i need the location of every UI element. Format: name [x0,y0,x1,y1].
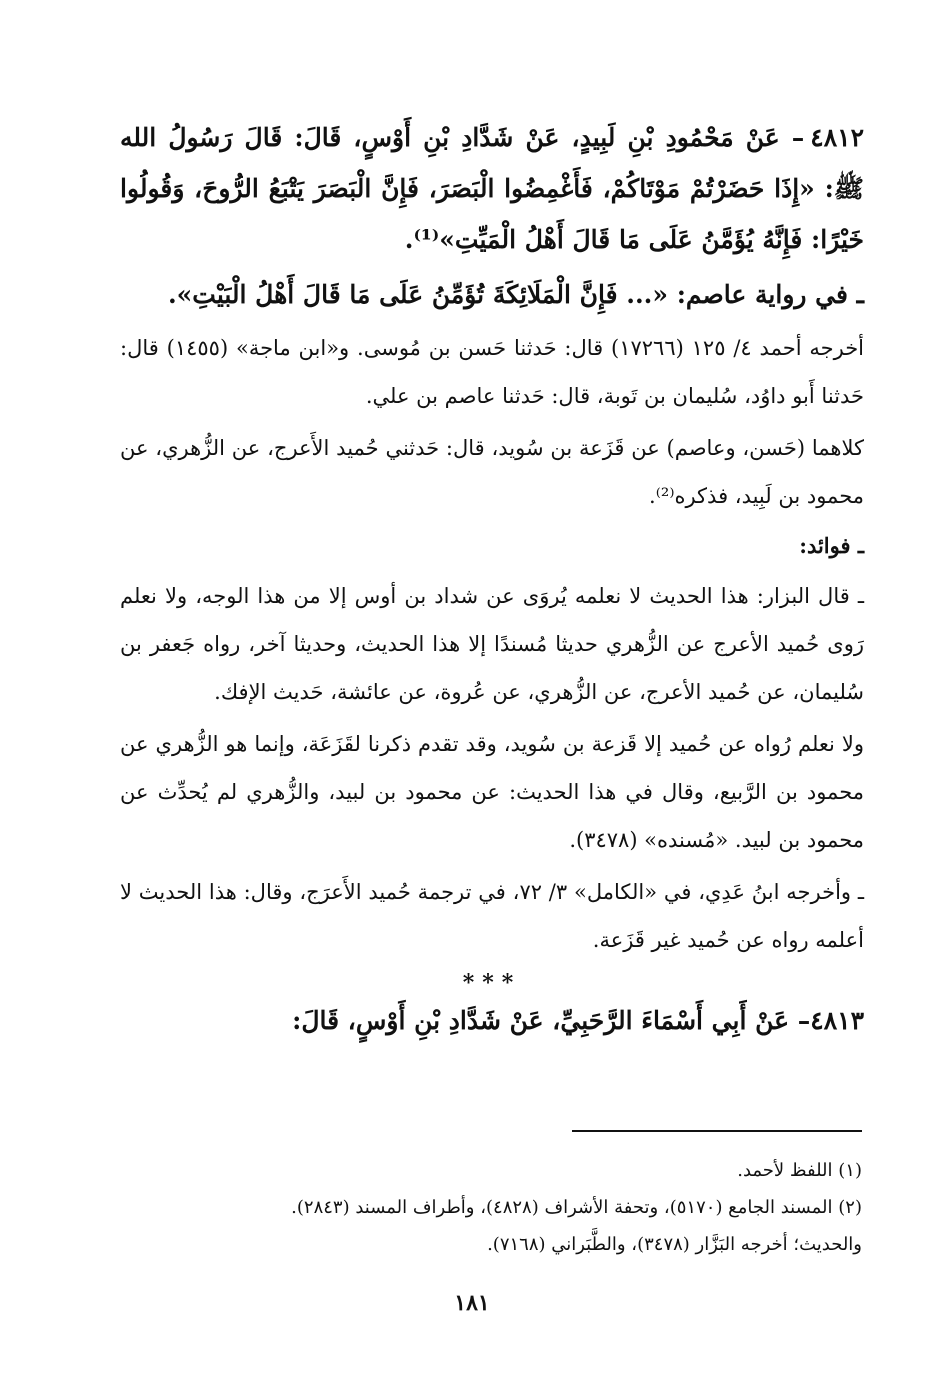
chain-paragraph: كلاهما (حَسن، وعاصم) عن قَزَعة بن سُويد، قال: حَدثني حُميد الأَعرج، عن الزُّهري، عن محمود بن لَبِيد، فذكره⁽²⁾. [120,436,864,508]
hadith-text: – عَنْ مَحْمُودِ بْنِ لَبِيدٍ، عَنْ شَدَّادِ بْنِ أَوْسٍ، قَالَ: قَالَ رَسُولُ الله ﷺ: «إِذَا حَضَرْتُمْ مَوْتَاكُمْ، فَأَغْمِضُوا الْبَصَرَ، فَإِنَّ الْبَصَرَ يَتْبَعُ الرُّوحَ، وَقُولُوا خَيْرًا: فَإِنَّهُ يُؤَمَّنُ عَلَى مَا قَالَ أَهْلُ الْمَيِّتِ»⁽¹⁾. [120,123,864,254]
page-number: ١٨١ [454,1290,490,1316]
main-text [120,112,864,1044]
footnotes [120,1152,862,1263]
hadith-4813 [120,998,864,1044]
footnote-separator [572,1130,862,1132]
footnote: (١) اللفظ لأحمد. [737,1160,862,1181]
hadith-4812 [120,112,864,265]
fawaid-paragraph: ـ قال البزار: هذا الحديث لا نعلمه يُروَى عن شداد بن أوس إلا من هذا الوجه، ولا نعلم رَوى حُميد الأعرج عن الزُّهري حديثا مُسندًا إلا هذا الحديث، وحديثا آخر، رواه جَعفر بن سُليمان، عن حُميد الأعرج، عن الزُّهري، عن عُروة، عن عائشة، حَديث الإفك. [120,584,864,704]
hadith-text: – عَنْ أَبِي أَسْمَاءَ الرَّحَبِيِّ، عَنْ شَدَّادِ بْنِ أَوْسٍ، قَالَ: [292,1006,811,1035]
section-divider-stars: *** [462,970,522,996]
fawaid-paragraph: ولا نعلم رُواه عن حُميد إلا قَزعة بن سُويد، وقد تقدم ذكرنا لقَزَعَة، وإنما هو الزُّهري عن محمود بن الرَّبيع، وقال في هذا الحديث: عن محمود بن لبيد، والزُّهري لم يُحدِّث عن محمود بن لبيد. «مُسنده» (٣٤٧٨). [120,732,864,852]
takhrij-paragraph: أخرجه أحمد ٤/ ١٢٥ (١٧٢٦٦) قال: حَدثنا حَسن بن مُوسى. و«ابن ماجة» (١٤٥٥) قال: حَدثنا أَبو داوُد، سُليمان بن تَوبة، قال: حَدثنا عاصم بن علي. [120,336,865,408]
fawaid-heading: ـ فوائد: [799,533,864,558]
fawaid-paragraph: ـ وأخرجه ابنُ عَدِي، في «الكامل» ٣/ ٧٢، في ترجمة حُميد الأَعرَج، وقال: هذا الحديث لا أعلمه رواه عن حُميد غير قَزَعة. [120,880,864,952]
footnote: والحديث؛ أخرجه البَزَّار (٣٤٧٨)، والطَّبَراني (٧١٦٨). [487,1234,862,1255]
asim-narration: ـ في رواية عاصم: «... فَإِنَّ الْمَلَائِكَةَ تُؤَمِّنُ عَلَى مَا قَالَ أَهْلُ الْبَيْتِ». [167,280,864,309]
footnote: (٢) المسند الجامع (٥١٧٠)، وتحفة الأشراف (٤٨٢٨)، وأطراف المسند (٢٨٤٣). [291,1197,862,1218]
hadith-number: ٤٨١٣ [810,1006,864,1035]
hadith-number: ٤٨١٢ [810,123,864,152]
